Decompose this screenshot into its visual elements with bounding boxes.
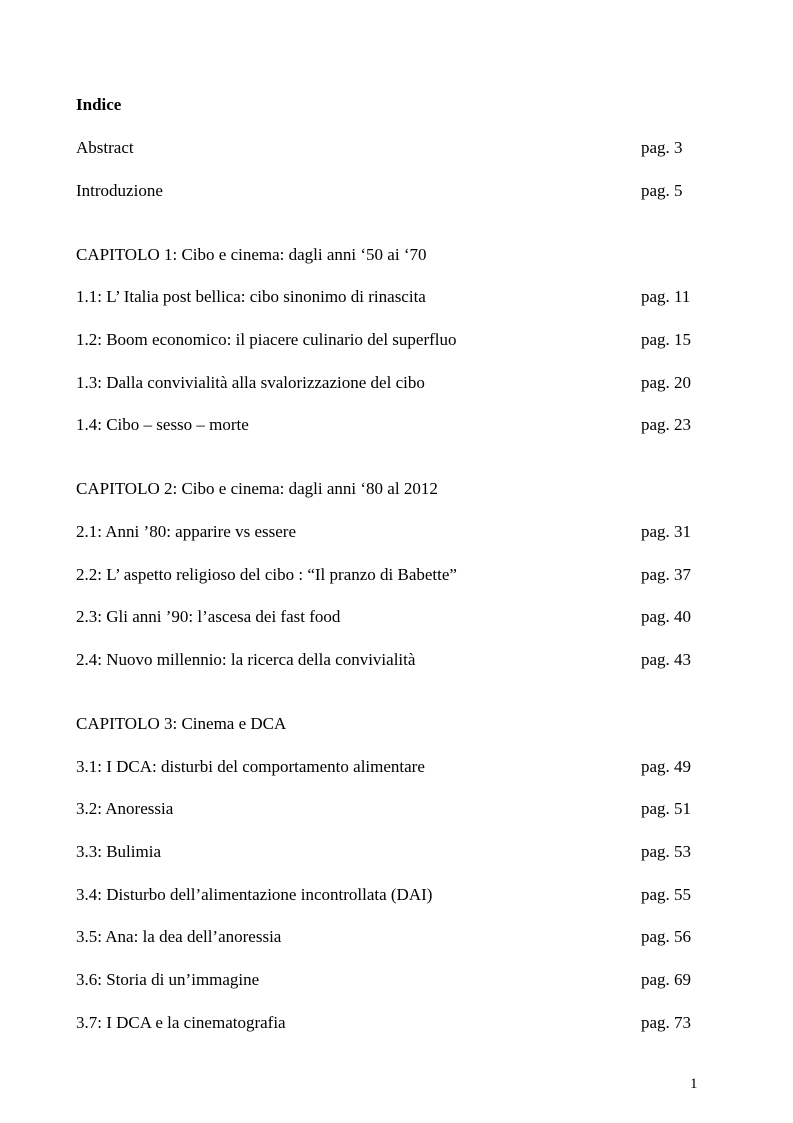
toc-page-introduzione: pag. 5 (641, 181, 683, 200)
toc-page-2-3: pag. 40 (641, 607, 692, 626)
chapter-3-heading: CAPITOLO 3: Cinema e DCA (76, 714, 287, 733)
toc-entry-1-2: 1.2: Boom economico: il piacere culinario del superfluo (76, 330, 457, 349)
toc-page-3-4: pag. 55 (641, 885, 692, 904)
chapter-2-heading: CAPITOLO 2: Cibo e cinema: dagli anni ‘80 al 2012 (76, 479, 438, 498)
toc-entry-3-2: 3.2: Anoressia (76, 799, 174, 818)
toc-page-3-2: pag. 51 (641, 799, 692, 818)
chapter-1-heading: CAPITOLO 1: Cibo e cinema: dagli anni ‘50 ai ‘70 (76, 245, 427, 264)
toc-page-3-5: pag. 56 (641, 927, 692, 946)
page-number: 1 (690, 1076, 698, 1092)
toc-page-1-2: pag. 15 (641, 330, 692, 349)
toc-page-3-3: pag. 53 (641, 842, 692, 861)
toc-entry-3-1: 3.1: I DCA: disturbi del comportamento alimentare (76, 757, 425, 776)
toc-entry-3-7: 3.7: I DCA e la cinematografia (76, 1013, 286, 1032)
toc-entry-1-3: 1.3: Dalla convivialità alla svalorizzazione del cibo (76, 373, 425, 392)
toc-page-2-1: pag. 31 (641, 522, 692, 541)
toc-entry-3-4: 3.4: Disturbo dell’alimentazione incontrollata (DAI) (76, 885, 433, 904)
toc-entry-2-2: 2.2: L’ aspetto religioso del cibo : “Il pranzo di Babette” (76, 565, 457, 584)
toc-entry-3-5: 3.5: Ana: la dea dell’anoressia (76, 927, 282, 946)
toc-page-1-4: pag. 23 (641, 415, 692, 434)
toc-page-1-3: pag. 20 (641, 373, 692, 392)
toc-entry-abstract: Abstract (76, 138, 134, 157)
toc-entry-1-4: 1.4: Cibo – sesso – morte (76, 415, 249, 434)
toc-entry-introduzione: Introduzione (76, 181, 163, 200)
toc-entry-2-3: 2.3: Gli anni ’90: l’ascesa dei fast food (76, 607, 341, 626)
toc-page-2-4: pag. 43 (641, 650, 692, 669)
toc-entry-2-4: 2.4: Nuovo millennio: la ricerca della convivialità (76, 650, 416, 669)
toc-page-2-2: pag. 37 (641, 565, 692, 584)
toc-entry-1-1: 1.1: L’ Italia post bellica: cibo sinonimo di rinascita (76, 287, 426, 306)
toc-entry-2-1: 2.1: Anni ’80: apparire vs essere (76, 522, 296, 541)
index-title: Indice (76, 95, 122, 114)
toc-page-3-7: pag. 73 (641, 1013, 692, 1032)
toc-entry-3-3: 3.3: Bulimia (76, 842, 161, 861)
toc-page-abstract: pag. 3 (641, 138, 683, 157)
toc-page-3-6: pag. 69 (641, 970, 692, 989)
toc-entry-3-6: 3.6: Storia di un’immagine (76, 970, 260, 989)
toc-page-1-1: pag. 11 (641, 287, 691, 306)
toc-page-3-1: pag. 49 (641, 757, 692, 776)
